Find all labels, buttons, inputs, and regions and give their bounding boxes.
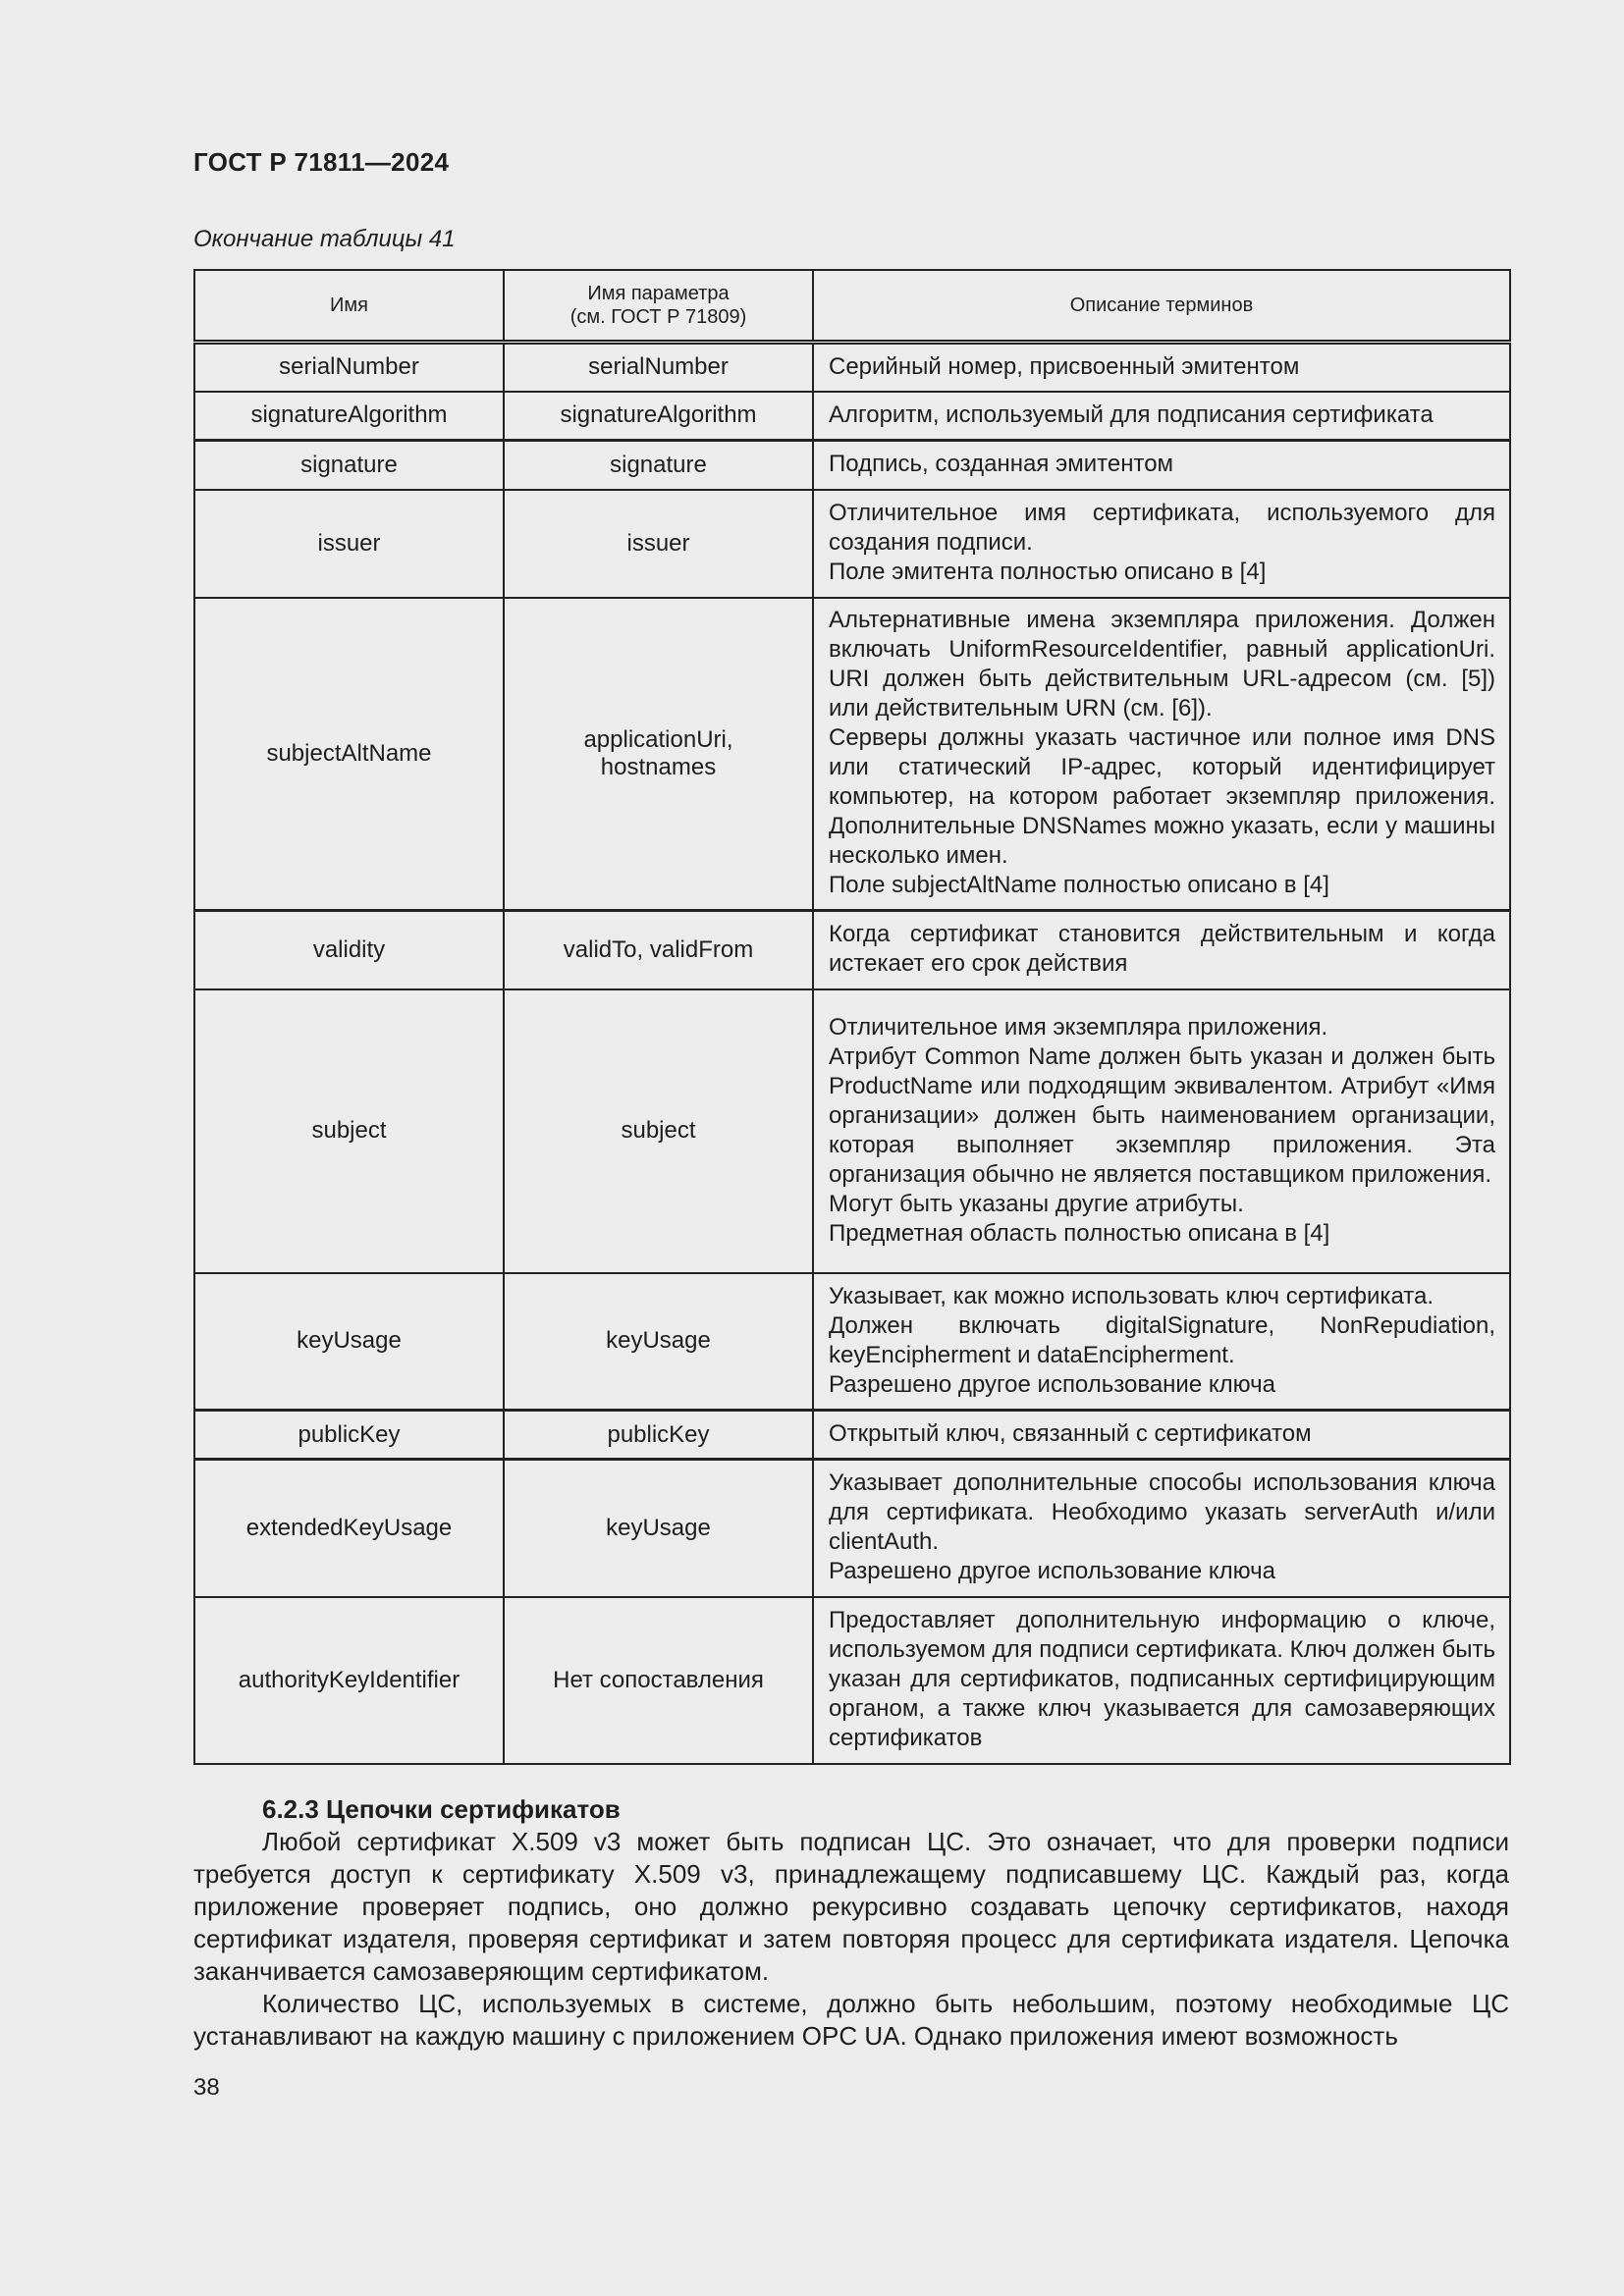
- terms-table: [193, 269, 1511, 1765]
- cell-name: subjectAltName: [194, 598, 504, 911]
- cell-param: subject: [504, 989, 813, 1273]
- table-row: [194, 392, 1510, 441]
- cell-param: publicKey: [504, 1411, 813, 1460]
- section-paragraph: Любой сертификат X.509 v3 может быть подписан ЦС. Это означает, что для проверки подписи требуется доступ к сертификату X.509 v3, принадлежащему подписавшему ЦС. Каждый раз, когда приложение проверяет подпись, оно должно рекурсивно создавать цепочку сертификатов, находя сертификат издателя, проверяя сертификат и затем повторяя процесс для сертификата издателя. Цепочка заканчивается самозаверяющим сертификатом.: [193, 1827, 1509, 1986]
- table-row: [194, 1597, 1510, 1764]
- cell-param: [504, 598, 813, 911]
- cell-param: signatureAlgorithm: [504, 392, 813, 441]
- cell-param: serialNumber: [504, 343, 813, 392]
- cell-description: Отличительное имя экземпляра приложения. Атрибут Common Name должен быть указан и должен быть ProductName или подходящим эквивалентом. Атрибут «Имя организации» должен быть наименованием организации, которая выполняет экземпляр приложения. Эта организация обычно не является поставщиком приложения. Могут быть указаны другие атрибуты. Предметная область полностью описана в [4]: [813, 989, 1510, 1273]
- table-row: [194, 343, 1510, 392]
- table-caption: Окончание таблицы 41: [193, 226, 456, 252]
- section-body: [193, 1793, 1509, 2053]
- cell-param-line2: hostnames: [600, 753, 717, 780]
- cell-name: subject: [194, 989, 504, 1273]
- cell-description: Предоставляет дополнительную информацию о ключе, используемом для подписи сертификата. Ключ должен быть указан для сертификатов, подписанных сертифицирующим органом, а также ключ указывается для самозаверяющих сертификатов: [813, 1597, 1510, 1764]
- cell-name: validity: [194, 911, 504, 989]
- cell-name: signature: [194, 441, 504, 490]
- column-header-param: [504, 270, 813, 343]
- cell-description: Отличительное имя сертификата, используемого для создания подписи. Поле эмитента полностью описано в [4]: [813, 490, 1510, 598]
- cell-name: extendedKeyUsage: [194, 1460, 504, 1597]
- cell-name: keyUsage: [194, 1273, 504, 1411]
- section-heading: 6.2.3 Цепочки сертификатов: [262, 1794, 621, 1824]
- section-paragraph: Количество ЦС, используемых в системе, должно быть небольшим, поэтому необходимые ЦС устанавливают на каждую машину с приложением OPC UA. Однако приложения имеют возможность: [193, 1989, 1509, 2051]
- cell-description: Серийный номер, присвоенный эмитентом: [813, 343, 1510, 392]
- column-header-description: Описание терминов: [813, 270, 1510, 343]
- cell-param: validTo, validFrom: [504, 911, 813, 989]
- table-row: [194, 598, 1510, 911]
- table-header-row: [194, 270, 1510, 343]
- document-header-title: ГОСТ Р 71811—2024: [193, 147, 450, 177]
- column-header-param-line2: (см. ГОСТ Р 71809): [569, 306, 747, 328]
- table-row: [194, 1411, 1510, 1460]
- table-row: [194, 441, 1510, 490]
- cell-description: Указывает дополнительные способы использования ключа для сертификата. Необходимо указать serverAuth и/или clientAuth. Разрешено другое использование ключа: [813, 1460, 1510, 1597]
- table-row: [194, 490, 1510, 598]
- table-row: [194, 1460, 1510, 1597]
- cell-description: Подпись, созданная эмитентом: [813, 441, 1510, 490]
- cell-description: Указывает, как можно использовать ключ сертификата. Должен включать digitalSignature, NonRepudiation, keyEncipherment и dataEncipherment. Разрешено другое использование ключа: [813, 1273, 1510, 1411]
- cell-name: authorityKeyIdentifier: [194, 1597, 504, 1764]
- cell-description: Альтернативные имена экземпляра приложения. Должен включать UniformResourceIdentifier, равный applicationUri. URI должен быть действительным URL-адресом (см. [5]) или действительным URN (см. [6]). Серверы должны указать частичное или полное имя DNS или статический IP-адрес, который идентифицирует компьютер, на котором работает экземпляр приложения. Дополнительные DNSNames можно указать, если у машины несколько имен. Поле subjectAltName полностью описано в [4]: [813, 598, 1510, 911]
- cell-description: Открытый ключ, связанный с сертификатом: [813, 1411, 1510, 1460]
- table-row: [194, 911, 1510, 989]
- column-header-name: Имя: [194, 270, 504, 343]
- cell-name: publicKey: [194, 1411, 504, 1460]
- cell-description: Алгоритм, используемый для подписания сертификата: [813, 392, 1510, 441]
- cell-name: signatureAlgorithm: [194, 392, 504, 441]
- cell-param: issuer: [504, 490, 813, 598]
- table-row: [194, 1273, 1510, 1411]
- cell-param: signature: [504, 441, 813, 490]
- cell-param: keyUsage: [504, 1273, 813, 1411]
- column-header-param-line1: Имя параметра: [587, 283, 730, 304]
- table-row: [194, 989, 1510, 1273]
- cell-param: Нет сопоставления: [504, 1597, 813, 1764]
- cell-name: issuer: [194, 490, 504, 598]
- cell-name: serialNumber: [194, 343, 504, 392]
- cell-param-line1: applicationUri,: [583, 725, 733, 753]
- cell-param: keyUsage: [504, 1460, 813, 1597]
- cell-description: Когда сертификат становится действительным и когда истекает его срок действия: [813, 911, 1510, 989]
- page-number: 38: [193, 2074, 220, 2101]
